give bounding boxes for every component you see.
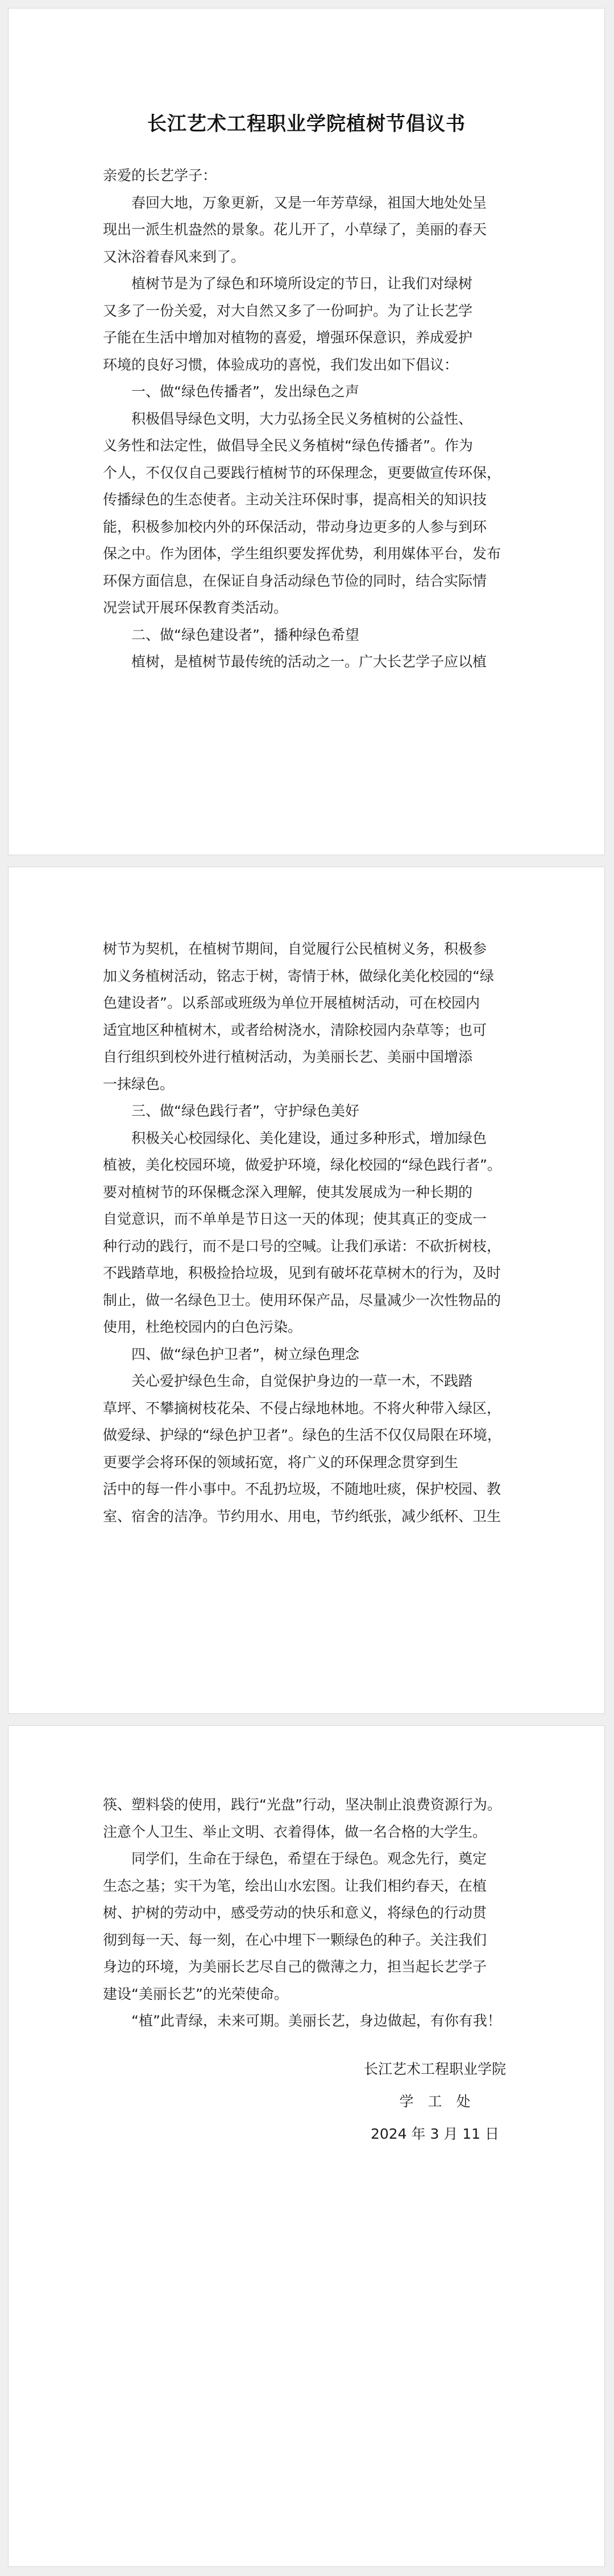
text-line: 一抹绿色。 — [103, 1075, 175, 1092]
document-page-3 — [8, 1725, 605, 2567]
text-line: 积极倡导绿色文明，大力弘扬全民义务植树的公益性、 — [131, 410, 473, 427]
text-line: 制止，做一名绿色卫士。使用环保产品，尽量减少一次性物品的 — [103, 1291, 501, 1308]
signature-department: 学 工 处 — [399, 2093, 471, 2110]
text-line: 彻到每一天、每一刻，在心中埋下一颗绿色的种子。关注我们 — [103, 1931, 487, 1948]
text-line: 积极关心校园绿化、美化建设，通过多种形式，增加绿色 — [131, 1129, 487, 1146]
text-line: 适宜地区种植树木，或者给树浇水，清除校园内杂草等；也可 — [103, 1021, 487, 1038]
page-2-body — [103, 935, 518, 1530]
text-line: 关心爱护绿色生命，自觉保护身边的一草一木，不践踏 — [131, 1373, 473, 1389]
text-line: 种行动的践行，而不是口号的空喊。让我们承诺：不砍折树枝， — [103, 1237, 501, 1254]
text-line: 生态之基；实干为笔，绘出山水宏图。让我们相约春天，在植 — [103, 1877, 487, 1894]
text-line: 筷、塑料袋的使用，践行“光盘”行动，坚决制止浪费资源行为。 — [103, 1796, 501, 1813]
text-line: 要对植树节的环保概念深入理解，使其发展成为一种长期的 — [103, 1183, 473, 1200]
text-line: 环保方面信息，在保证自身活动绿色节俭的同时，结合实际情 — [103, 572, 487, 589]
text-line: 树节为契机，在植树节期间，自觉履行公民植树义务，积极参 — [103, 941, 487, 957]
closing-line: “植”此青绿，未来可期。美丽长艺，身边做起，有你有我！ — [131, 2012, 501, 2029]
text-line: 又多了一份关爱，对大自然又多了一份呵护。为了让长艺学 — [103, 302, 473, 319]
text-line: 更要学会将环保的领域拓宽，将广义的环保理念贯穿到生 — [103, 1453, 459, 1471]
signature-date: 2024 年 3 月 11 日 — [370, 2126, 500, 2142]
text-line: 注意个人卫生、举止文明、衣着得体，做一名合格的大学生。 — [103, 1823, 487, 1840]
salutation: 亲爱的长艺学子： — [103, 167, 217, 184]
text-line: 活中的每一件小事中。不乱扔垃圾，不随地吐痰，保护校园、教 — [103, 1481, 501, 1497]
document-page-1 — [8, 8, 605, 855]
document-title: 长江艺术工程职业学院植树节倡议书 — [147, 113, 466, 135]
text-line: 使用，杜绝校园内的白色污染。 — [103, 1319, 302, 1335]
text-line: 能，积极参加校内外的环保活动，带动身边更多的人参与到环 — [103, 518, 487, 535]
section-heading-1: 一、做“绿色传播者”，发出绿色之声 — [131, 383, 359, 400]
page-3-body — [103, 1791, 518, 2035]
text-line: 春回大地，万象更新，又是一年芳草绿，祖国大地处处呈 — [131, 194, 487, 211]
text-line: 植被，美化校园环境，做爱护环境，绿化校园的“绿色践行者”。 — [103, 1157, 501, 1173]
text-line: 环境的良好习惯，体验成功的喜悦，我们发出如下倡议： — [103, 356, 459, 373]
section-heading-4: 四、做“绿色护卫者”，树立绿色理念 — [131, 1345, 359, 1362]
page-1-body — [103, 162, 518, 676]
text-line: 个人，不仅仅自己要践行植树节的环保理念，更要做宣传环保， — [103, 464, 501, 481]
text-line: 色建设者”。以系部或班级为单位开展植树活动，可在校园内 — [103, 995, 480, 1011]
text-line: 做爱绿、护绿的“绿色护卫者”。绿色的生活不仅仅局限在环境， — [103, 1427, 501, 1443]
text-line: 草坪、不攀摘树枝花朵、不侵占绿地林地。不将火种带入绿区， — [103, 1399, 501, 1417]
section-heading-3: 三、做“绿色践行者”，守护绿色美好 — [131, 1103, 359, 1119]
text-line: 自行组织到校外进行植树活动，为美丽长艺、美丽中国增添 — [103, 1049, 473, 1065]
text-line: 不践踏草地，积极捡拾垃圾，见到有破坏花草树木的行为，及时 — [103, 1265, 501, 1281]
text-line: 况尝试开展环保教育类活动。 — [103, 599, 288, 616]
section-heading-2: 二、做“绿色建设者”，播种绿色希望 — [131, 626, 359, 643]
text-line: 义务性和法定性，做倡导全民义务植树“绿色传播者”。作为 — [103, 437, 473, 454]
text-line: 室、宿舍的洁净。节约用水、用电，节约纸张，减少纸杯、卫生 — [103, 1508, 501, 1525]
text-line: 植树，是植树节最传统的活动之一。广大长艺学子应以植 — [131, 653, 487, 670]
signature-organization: 长江艺术工程职业学院 — [363, 2061, 506, 2077]
text-line: 植树节是为了绿色和环境所设定的节日，让我们对绿树 — [131, 275, 473, 292]
text-line: 树、护树的劳动中，感受劳动的快乐和意义，将绿色的行动贯 — [103, 1904, 487, 1921]
text-line: 现出一派生机盎然的景象。花儿开了，小草绿了，美丽的春天 — [103, 221, 487, 238]
text-line: 建设“美丽长艺”的光荣使命。 — [103, 1985, 288, 2002]
text-line: 子能在生活中增加对植物的喜爱，增强环保意识，养成爱护 — [103, 329, 473, 346]
text-line: 加义务植树活动，铭志于树，寄情于林，做绿化美化校园的“绿 — [103, 967, 494, 984]
text-line: 传播绿色的生态使者。主动关注环保时事，提高相关的知识技 — [103, 491, 487, 508]
text-line: 又沐浴着春风来到了。 — [103, 248, 246, 265]
text-line: 自觉意识，而不单单是节日这一天的体现；使其真正的变成一 — [103, 1211, 487, 1227]
document-page-2 — [8, 867, 605, 1714]
text-line: 同学们，生命在于绿色，希望在于绿色。观念先行，奠定 — [131, 1850, 487, 1867]
text-line: 保之中。作为团体，学生组织要发挥优势，利用媒体平台，发布 — [103, 545, 501, 562]
text-line: 身边的环境，为美丽长艺尽自己的微薄之力，担当起长艺学子 — [103, 1958, 487, 1975]
